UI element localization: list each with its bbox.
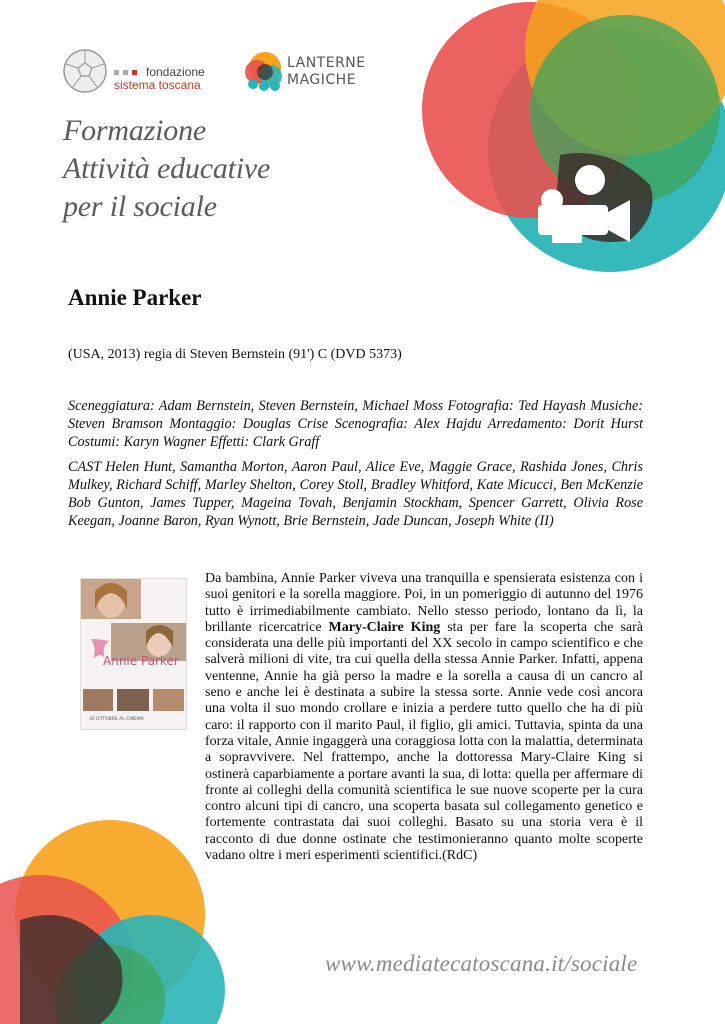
film-synopsis xyxy=(205,571,643,864)
lanterne-magiche-icon xyxy=(243,50,287,96)
soccer-ball-icon xyxy=(62,48,108,94)
section-title xyxy=(63,112,270,226)
fst-line1: fondazione xyxy=(146,65,205,79)
film-meta: (USA, 2013) regia di Steven Bernstein (91') C (DVD 5373) xyxy=(68,347,402,362)
fst-line2: sistema toscana xyxy=(114,78,201,92)
poster-title: Annie Parker xyxy=(103,654,179,668)
section-title-line-3: per il sociale xyxy=(63,190,217,223)
section-title-line-1: Formazione xyxy=(63,114,206,147)
logo-dots xyxy=(114,69,144,77)
film-poster xyxy=(80,578,187,730)
lm-line1: LANTERNE xyxy=(287,55,366,71)
lm-line2: MAGICHE xyxy=(287,72,357,88)
synopsis-part-2: sta per fare la scoperta che sarà considerata una delle più importanti del XX secolo in campo scientifico e che salverà milioni di vite, tra cui quella della stessa Annie Parker. Infatti, appena ventenne, Annie ha già perso la madre e la sorella a causa di un cancro al seno e anche lei è destinata a subire la stessa sorte. Annie vede così ancora una volta il suo mondo crollare e inizia a perdere tutto quello che ha di più caro: il rapporto con il marito Paul, il figlio, gli amici. Tuttavia, spinta da una forza vitale, Annie ingaggerà una coraggiosa lotta con la malattia, determinata a sopravvivere. Nel frattempo, anche la dottoressa Mary-Claire King si ostinerà caparbiamente a portare avanti la sua, di lotta: quella per affermare di fronte ai colleghi della comunità scientifica le sue nuove scoperte per la cura contro alcuni tipi di cancro, una scoperta basata sul collegamento genetico e fortemente contrastata dai suoi colleghi. Basato su una storia vera è il racconto di due donne ostinate che testimonieranno quanto molte scoperte vadano oltre i meri esperimenti scientifici.(RdC) xyxy=(205,619,643,864)
film-cast: CAST Helen Hunt, Samantha Morton, Aaron Paul, Alice Eve, Maggie Grace, Rashida Jones, Chris Mulkey, Richard Schiff, Marley Shelton, Corey Stoll, Bradley Whitford, Kate Micucci, Ben McKenzie Bob Gunton, James Tupper, Mageina Tovah, Benjamin Stockham, Spencer Garrett, Olivia Rose Keegan, Joanne Baron, Ryan Wynott, Brie Bernstein, Jade Duncan, Joseph White (II) xyxy=(68,459,643,529)
film-credits: Sceneggiatura: Adam Bernstein, Steven Bernstein, Michael Moss Fotografia: Ted Hayash Musiche: Steven Bramson Montaggio: Douglas Crise Scenografia: Alex Hajdu Arredamento: Dorit Hurst Costumi: Karyn Wagner Effetti: Clark Graff xyxy=(68,398,643,450)
synopsis-part-1: Da bambina, Annie Parker viveva una tranquilla e spensierata esistenza con i suoi genitori e la sorella maggiore. Poi, in un pomeriggio di autunno del 1976 tutto è irrimediabilmente cambiato. Nello stesso periodo, lontano da lì, la brillante ricercatrice xyxy=(205,571,643,635)
fondazione-sistema-toscana-logo xyxy=(62,48,212,98)
lanterne-magiche-logo xyxy=(243,50,368,98)
synopsis-researcher-name: Mary-Claire King xyxy=(328,619,441,635)
section-title-line-2: Attività educative xyxy=(63,152,271,185)
footer-url[interactable]: www.mediatecatoscana.it/sociale xyxy=(325,951,638,976)
poster-date: 30 OTTOBRE AL CINEMA xyxy=(89,717,144,722)
decorative-circles-top xyxy=(420,0,725,280)
film-title: Annie Parker xyxy=(68,285,202,310)
